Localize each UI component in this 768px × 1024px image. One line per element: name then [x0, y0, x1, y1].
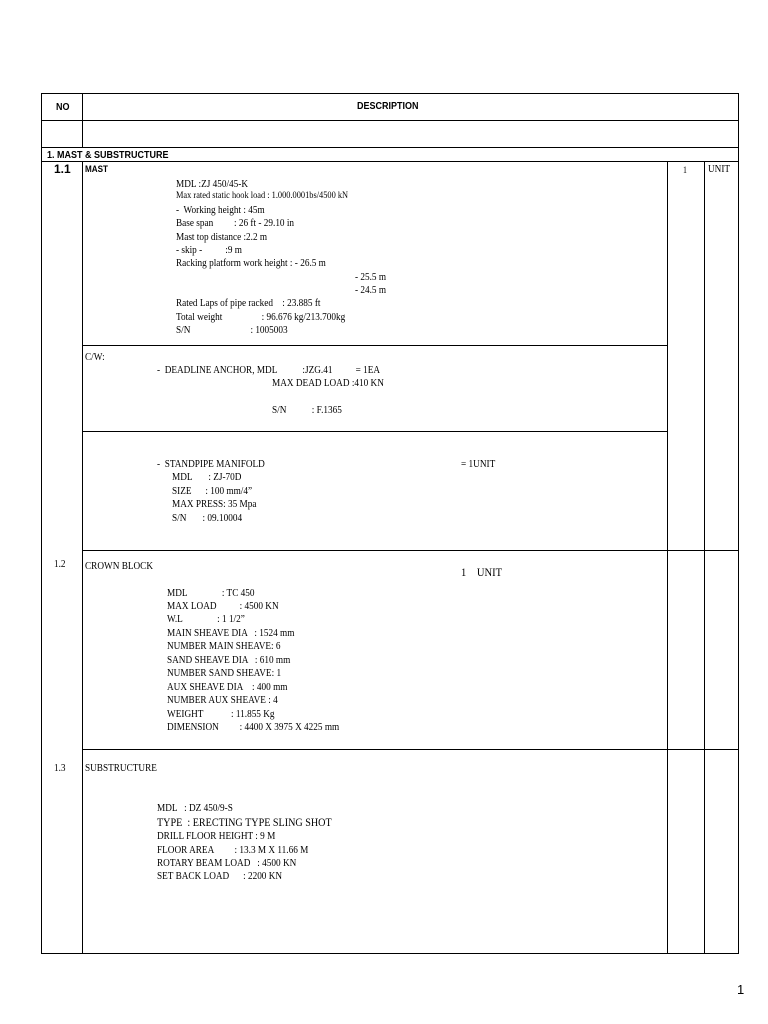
- mast-spec-line: - 24.5 m: [355, 285, 387, 296]
- mast-spec-line: Max rated static hook load : 1.000.0001bs/4500 kN: [176, 191, 349, 201]
- table-left-border: [41, 93, 42, 954]
- crown-block-spec-line: NUMBER SAND SHEAVE: 1: [167, 668, 282, 679]
- substructure-spec-line: ROTARY BEAM LOAD : 4500 KN: [157, 858, 297, 869]
- table-bottom-border: [41, 953, 739, 954]
- mast-cell-divider: [82, 345, 668, 346]
- deadline-cell-divider: [82, 431, 668, 432]
- empty-row-bottom-border: [41, 147, 739, 148]
- header-bottom-border: [41, 120, 739, 121]
- section-row-bottom-border: [41, 161, 739, 162]
- crown-block-item-number: 1.2: [54, 559, 66, 570]
- crown-block-spec-line: MAX LOAD : 4500 KN: [167, 601, 279, 612]
- mast-qty: 1: [683, 165, 687, 175]
- mast-unit: UNIT: [708, 164, 731, 175]
- mast-spec-line: - 25.5 m: [355, 272, 387, 283]
- mast-spec-line: Rated Laps of pipe racked : 23.885 ft: [176, 298, 321, 309]
- no-column-divider-lower: [82, 161, 83, 954]
- crown-block-spec-line: SAND SHEAVE DIA : 610 mm: [167, 655, 291, 666]
- substructure-spec-line: DRILL FLOOR HEIGHT : 9 M: [157, 831, 276, 842]
- substructure-item-number: 1.3: [54, 763, 66, 774]
- crown-block-spec-line: NUMBER MAIN SHEAVE: 6: [167, 641, 281, 652]
- cw-label: C/W:: [85, 352, 105, 363]
- crown-block-qty-unit: 1 UNIT: [461, 565, 503, 579]
- header-description: DESCRIPTION: [357, 101, 419, 112]
- substructure-row-border: [82, 749, 739, 750]
- crown-block-spec-line: NUMBER AUX SHEAVE : 4: [167, 695, 278, 706]
- table-top-border: [41, 93, 739, 94]
- qty-column-divider: [667, 161, 668, 954]
- mast-spec-line: Racking platform work height : - 26.5 m: [176, 258, 326, 269]
- substructure-spec-line: TYPE : ERECTING TYPE SLING SHOT: [157, 817, 332, 829]
- mast-spec-line: Total weight : 96.676 kg/213.700kg: [176, 312, 346, 323]
- mast-item-number: 1.1: [54, 162, 71, 176]
- no-column-divider: [82, 93, 83, 148]
- crown-block-spec-line: AUX SHEAVE DIA : 400 mm: [167, 682, 288, 693]
- crown-block-row-border: [82, 550, 739, 551]
- crown-block-spec-line: DIMENSION : 4400 X 3975 X 4225 mm: [167, 722, 340, 733]
- standpipe-spec-line: MAX PRESS: 35 Mpa: [172, 499, 257, 510]
- standpipe-spec-line: MDL : ZJ-70D: [172, 472, 242, 483]
- deadline-serial: S/N : F.1365: [272, 405, 342, 416]
- deadline-anchor-line: - DEADLINE ANCHOR, MDL :JZG.41 = 1EA: [157, 365, 381, 376]
- substructure-item-name: SUBSTRUCTURE: [85, 763, 157, 774]
- substructure-spec-line: FLOOR AREA : 13.3 M X 11.66 M: [157, 845, 309, 856]
- mast-spec-line: S/N : 1005003: [176, 325, 288, 336]
- page-number: 1: [737, 982, 745, 997]
- table-right-border: [738, 93, 739, 954]
- crown-block-spec-line: W.L : 1 1/2”: [167, 614, 245, 625]
- mast-spec-line: - skip - :9 m: [176, 245, 242, 256]
- mast-spec-line: - Working height : 45m: [176, 205, 265, 216]
- crown-block-spec-line: MDL : TC 450: [167, 588, 255, 599]
- section-title: 1. MAST & SUBSTRUCTURE: [47, 150, 169, 161]
- standpipe-qty: = 1UNIT: [461, 459, 496, 470]
- header-no: NO: [56, 102, 70, 113]
- substructure-spec-line: MDL : DZ 450/9-S: [157, 803, 233, 814]
- mast-item-name: MAST: [85, 164, 108, 174]
- deadline-max-load: MAX DEAD LOAD :410 KN: [272, 378, 384, 389]
- mast-spec-line: Mast top distance :2.2 m: [176, 232, 268, 243]
- mast-spec-line: Base span : 26 ft - 29.10 in: [176, 218, 295, 229]
- crown-block-item-name: CROWN BLOCK: [85, 561, 154, 572]
- crown-block-spec-line: WEIGHT : 11.855 Kg: [167, 709, 275, 720]
- standpipe-spec-line: S/N : 09.10004: [172, 513, 243, 524]
- standpipe-spec-line: SIZE : 100 mm/4”: [172, 486, 253, 497]
- unit-column-divider: [704, 161, 705, 954]
- standpipe-title: - STANDPIPE MANIFOLD: [157, 459, 265, 470]
- mast-spec-line: MDL :ZJ 450/45-K: [176, 179, 249, 190]
- crown-block-spec-line: MAIN SHEAVE DIA : 1524 mm: [167, 628, 295, 639]
- substructure-spec-line: SET BACK LOAD : 2200 KN: [157, 871, 283, 882]
